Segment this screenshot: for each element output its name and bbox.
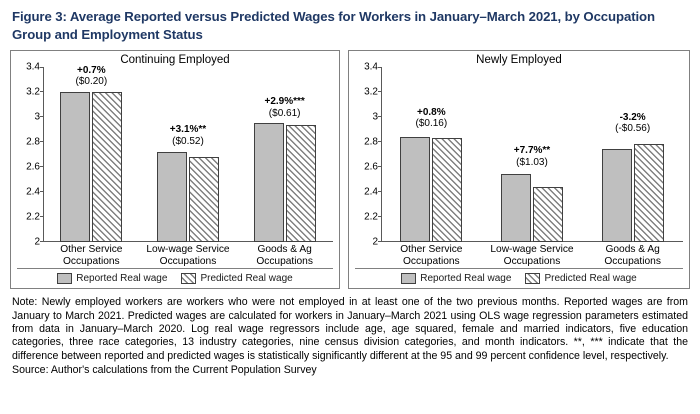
figure-note	[12, 296, 688, 378]
y-tick: 2.6	[26, 161, 40, 173]
legend-item-reported[interactable]	[57, 273, 167, 284]
plot-area-right	[355, 61, 683, 248]
x-tick-label: Goods & Ag Occupations	[256, 243, 313, 267]
panel-title-right: Newly Employed	[476, 53, 562, 66]
bar-reported[interactable]	[602, 149, 632, 242]
bar-reported[interactable]	[60, 92, 90, 242]
legend-label-predicted: Predicted Real wage	[200, 273, 293, 285]
legend-label-reported: Reported Real wage	[420, 273, 512, 285]
note-text: Note: Newly employed workers are workers who were not employed in at least one of the two previous months. Reported wages are from January to March 2021. Predicted wages are calculated for workers in January–March 2021 using OLS wage regression parameters estimated from data in January–March 2020. Log real wage regressors include age, age squared, female and married indicators, five education categories, three race categories, 13 industry categories, nine census division categories, and month indicators. **, *** indicate that the difference between reported and predicted wages is statistically significantly different at the 95 and 99 percent confidence level, respectively.	[12, 296, 688, 362]
bars-right	[381, 67, 683, 242]
y-tick: 3.2	[364, 86, 378, 98]
source-text: Source: Author's calculations from the Current Population Survey	[12, 364, 317, 377]
annotation-diff: (-$0.56)	[615, 123, 651, 135]
y-tick: 2.8	[364, 136, 378, 148]
x-axis-right	[355, 244, 683, 268]
y-tick: 2	[34, 236, 40, 248]
bars-left	[43, 64, 333, 242]
y-tick: 2.4	[26, 186, 40, 198]
y-tick: 2	[372, 236, 378, 248]
legend-item-predicted[interactable]	[181, 273, 292, 284]
x-tick-label: Goods & Ag Occupations	[604, 243, 661, 267]
bar-reported[interactable]	[400, 137, 430, 242]
legend-left	[11, 273, 339, 284]
legend-swatch-reported	[401, 273, 416, 284]
bar-reported[interactable]	[254, 123, 284, 242]
bar-group	[400, 67, 462, 242]
y-tick: 2.6	[364, 161, 378, 173]
bar-predicted[interactable]	[189, 157, 219, 242]
x-tick-label: Other Service Occupations	[60, 243, 123, 267]
y-tick: 3	[34, 111, 40, 123]
annotation-diff: ($0.52)	[172, 135, 204, 147]
figure-title: Figure 3: Average Reported versus Predicted Wages for Workers in January–March 2021, by Occupation Group and Employment Status	[12, 9, 655, 42]
legend-right	[349, 273, 689, 284]
x-tick-label: Low-wage Service Occupations	[490, 243, 574, 267]
x-axis-left	[17, 244, 333, 268]
annotation-diff: ($0.16)	[415, 118, 448, 130]
bar-reported[interactable]	[501, 174, 531, 242]
legend-swatch-reported	[57, 273, 72, 284]
plot-area-left	[17, 61, 333, 248]
annotation-diff: ($0.20)	[75, 76, 108, 88]
legend-label-reported: Reported Real wage	[76, 273, 168, 285]
bar-group	[254, 67, 316, 242]
bar-predicted[interactable]	[432, 138, 462, 242]
bar-predicted[interactable]	[92, 92, 122, 242]
legend-item-predicted[interactable]	[525, 273, 636, 284]
chart-panels	[10, 50, 690, 289]
x-tick-label: Low-wage Service Occupations	[146, 243, 230, 267]
annotation-diff: ($0.61)	[268, 107, 301, 119]
bar-group	[501, 67, 563, 242]
y-tick: 3.4	[26, 61, 40, 73]
legend-swatch-predicted	[181, 273, 196, 284]
bar-predicted[interactable]	[634, 144, 664, 241]
y-tick: 2.2	[364, 211, 378, 223]
panel-newly-employed	[348, 50, 690, 289]
panel-continuing-employed	[10, 50, 340, 289]
bar-predicted[interactable]	[286, 125, 316, 241]
bar-group	[60, 64, 122, 242]
annotation-pct: -3.2%	[619, 111, 646, 123]
panel-title-left: Continuing Employed	[120, 53, 230, 66]
legend-item-reported[interactable]	[401, 273, 511, 284]
annotation-pct: +7.7%**	[513, 145, 551, 157]
legend-swatch-predicted	[525, 273, 540, 284]
y-tick: 2.2	[26, 211, 40, 223]
legend-label-predicted: Predicted Real wage	[544, 273, 637, 285]
bar-reported[interactable]	[157, 152, 187, 242]
annotation-pct: +3.1%**	[169, 124, 207, 136]
bar-group	[602, 67, 664, 242]
bar-group	[157, 67, 219, 242]
x-tick-label: Other Service Occupations	[400, 243, 463, 267]
annotation-pct: +0.7%	[77, 64, 106, 76]
y-tick: 3.2	[26, 86, 40, 98]
bar-predicted[interactable]	[533, 187, 563, 242]
y-tick: 2.8	[26, 136, 40, 148]
y-tick: 3	[372, 111, 378, 123]
annotation-diff: ($1.03)	[516, 156, 548, 168]
y-tick: 2.4	[364, 186, 378, 198]
annotation-pct: +2.9%***	[264, 96, 305, 108]
annotation-pct: +0.8%	[417, 106, 446, 118]
y-tick: 3.4	[364, 61, 378, 73]
